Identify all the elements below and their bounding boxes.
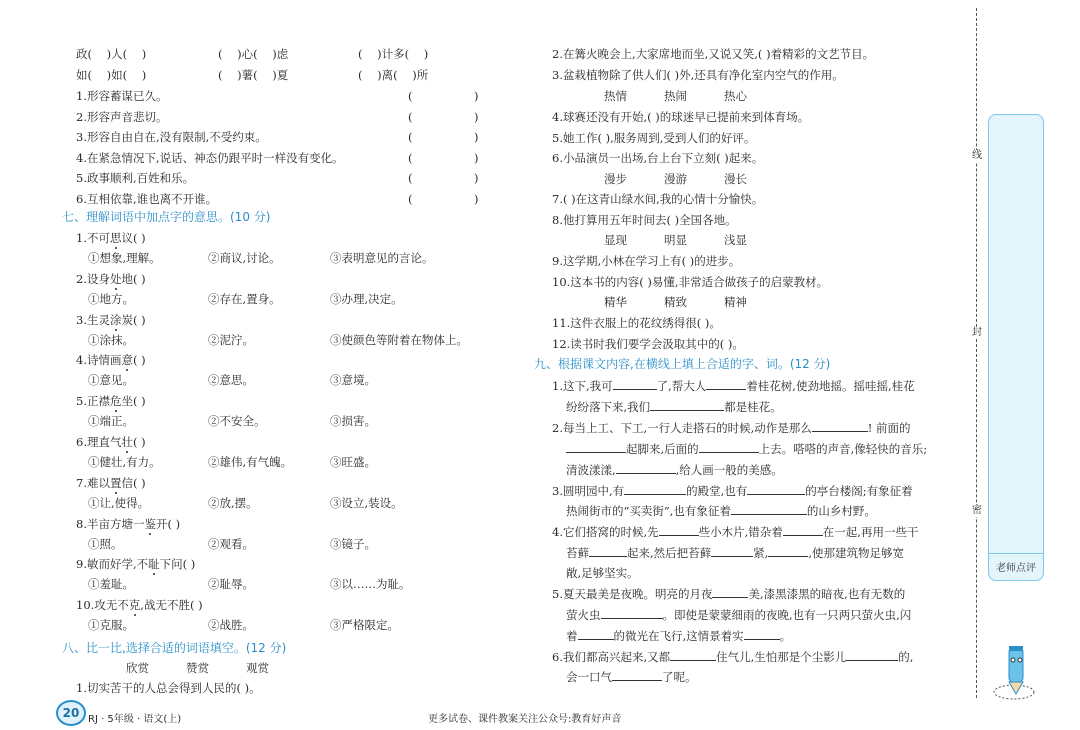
- question-8-12: 12.读书时我们要学会汲取其中的( )。: [552, 337, 744, 351]
- vocab-option: ②存在,置身。: [208, 291, 281, 306]
- page-number-badge: 20: [56, 700, 86, 726]
- question-8-1: 1.切实苦干的人总会得到人民的( )。: [76, 681, 261, 695]
- section-9-title: 九、根据课文内容,在横线上填上合适的字、词。(12 分): [534, 357, 831, 371]
- idiom-item: ( )心( )虑: [218, 47, 289, 61]
- definition-item: 5.政事顺利,百姓和乐。: [76, 171, 195, 185]
- definition-item: 1.形容蓄谋已久。: [76, 89, 168, 103]
- answer-paren-close: ): [474, 109, 479, 124]
- footer-notice: 更多试卷、课件教案关注公众号:教育好声音: [428, 714, 622, 725]
- divider: [989, 553, 1043, 554]
- question-8-6: 6.小品演员一出场,台上台下立刻( )起来。: [552, 151, 764, 165]
- idiom-item: ( )计多( ): [358, 47, 429, 61]
- word-bank-item: 精致: [664, 295, 687, 309]
- question-8-7: 7.( )在这青山绿水间,我的心情十分愉快。: [552, 192, 764, 206]
- vocab-option: ①克服。: [88, 618, 134, 633]
- word-bank-item: 热闹: [664, 89, 687, 103]
- word-bank-item: 欣赏: [126, 661, 149, 675]
- answer-paren-close: ): [474, 130, 479, 144]
- vocab-option: ③严格限定。: [330, 618, 399, 633]
- passage-5-line: 萤火虫 。即使是蒙蒙细雨的夜晚,也有一只两只萤火虫,闪: [566, 608, 912, 622]
- vocab-option: ②战胜。: [208, 618, 254, 633]
- pencil-mascot-icon: [990, 640, 1040, 702]
- dotted-char: 克: [128, 598, 141, 613]
- vocab-option: ②意思。: [208, 373, 254, 388]
- word-bank-item: 赞赏: [186, 661, 209, 675]
- word-bank: [604, 171, 747, 187]
- idiom-item: 政( )人( ): [76, 47, 147, 61]
- vocab-option: ①照。: [88, 536, 123, 551]
- passage-1-line: 纷纷落下来,我们 都是桂花。: [566, 400, 782, 414]
- idiom-item: ( )离( )所: [358, 68, 429, 82]
- passage-3-line: 热闹街市的“买卖街”,也有象征着 的山乡村野。: [566, 504, 876, 518]
- vocab-option: ①端正。: [88, 414, 134, 429]
- vocab-option: ②商议,讨论。: [208, 251, 281, 265]
- dotted-char: 处: [109, 271, 122, 286]
- vocab-question: 8.半亩方塘一鉴开( ): [76, 516, 181, 531]
- vocab-question: 7.难以置信( ): [76, 475, 146, 490]
- vocab-option: ②泥泞。: [208, 332, 254, 347]
- answer-paren-close: ): [474, 171, 479, 185]
- question-8-11: 11.这件衣服上的花纹绣得很( )。: [552, 316, 721, 330]
- vocab-option: ①意见。: [88, 373, 134, 388]
- teacher-comment-box: [988, 114, 1044, 581]
- passage-1-line: 1.这下,我可 了,帮大人 着桂花树,使劲地摇。摇哇摇,桂花: [552, 379, 915, 393]
- vocab-option: ①地方。: [88, 291, 134, 306]
- cut-label: 封: [972, 327, 982, 338]
- question-8-10: 10.这本书的内容( )易懂,非常适合做孩子的启蒙教材。: [552, 275, 829, 289]
- vocab-question: 10.攻无不克,战无不胜( ): [76, 598, 203, 613]
- word-bank-item: 显现: [604, 233, 627, 247]
- word-bank-item: 漫步: [604, 172, 627, 186]
- word-bank-item: 浅显: [724, 233, 747, 247]
- answer-paren-open: (: [408, 171, 413, 185]
- passage-6-line: 会一口气 了呢。: [566, 670, 697, 684]
- answer-paren-open: (: [408, 130, 413, 144]
- question-8-9: 9.这学期,小林在学习上有( )的进步。: [552, 254, 741, 268]
- question-8-2: 2.在篝火晚会上,大家席地而坐,又说又笑,( )着精彩的文艺节目。: [552, 47, 875, 61]
- book-label: RJ · 5年级 · 语文(上): [88, 714, 182, 725]
- definition-item: 6.互相依靠,谁也离不开谁。: [76, 191, 218, 206]
- vocab-option: ①想象,理解。: [88, 251, 161, 265]
- vocab-option: ①涂抹。: [88, 332, 134, 347]
- teacher-comment-label: 老师点评: [996, 563, 1036, 574]
- vocab-option: ③设立,装设。: [330, 495, 403, 510]
- vocab-option: ①羞耻。: [88, 577, 134, 592]
- word-bank: [126, 660, 269, 676]
- answer-paren-open: (: [408, 109, 413, 124]
- word-bank: [604, 294, 747, 310]
- vocab-question: 4.诗情画意( ): [76, 353, 146, 368]
- section-8-title: 八、比一比,选择合适的词语填空。(12 分): [62, 641, 287, 655]
- answer-paren-open: (: [408, 191, 413, 206]
- cut-label: 密: [972, 505, 982, 516]
- word-bank-item: 观赏: [246, 661, 269, 675]
- vocab-option: ③以……为耻。: [330, 577, 411, 592]
- vocab-option: ②观看。: [208, 536, 254, 551]
- word-bank-item: 精华: [604, 295, 627, 309]
- vocab-option: ②放,摆。: [208, 495, 258, 510]
- answer-paren-close: ): [474, 89, 479, 103]
- vocab-option: ②耻辱。: [208, 577, 254, 592]
- vocab-option: ③旺盛。: [330, 455, 376, 469]
- passage-6-line: 6.我们都高兴起来,又都 住气儿,生怕那是个尘影儿 的,: [552, 650, 914, 664]
- answer-paren-close: ): [474, 150, 479, 165]
- answer-paren-close: ): [474, 191, 479, 206]
- vocab-option: ③镜子。: [330, 536, 376, 551]
- word-bank-item: 热情: [604, 89, 627, 103]
- answer-paren-open: (: [408, 150, 413, 165]
- vocab-question: 1.不可思议( ): [76, 231, 146, 245]
- definition-item: 4.在紧急情况下,说话、神态仍跟平时一样没有变化。: [76, 150, 344, 165]
- passage-3-line: 3.圆明园中,有 的殿堂,也有 的亭台楼阁;有象征着: [552, 484, 913, 498]
- vocab-option: ①让,使得。: [88, 495, 150, 510]
- question-8-4: 4.球赛还没有开始,( )的球迷早已提前来到体育场。: [552, 110, 810, 124]
- vocab-option: ②不安全。: [208, 414, 266, 429]
- vocab-option: ③损害。: [330, 414, 376, 429]
- passage-5-line: 着 的微光在飞行,这情景着实 。: [566, 629, 792, 643]
- word-bank-item: 明显: [664, 233, 687, 247]
- passage-5-line: 5.夏天最美是夜晚。明亮的月夜 美,漆黑漆黑的暗夜,也有无数的: [552, 587, 906, 601]
- idiom-row-b: [76, 67, 429, 83]
- vocab-question: 3.生灵涂炭( ): [76, 312, 146, 327]
- vocab-question: 2.设身处地( ): [76, 271, 146, 286]
- vocab-question: 9.敏而好学,不耻下问( ): [76, 557, 196, 572]
- definition-item: 2.形容声音悲切。: [76, 109, 168, 124]
- word-bank-item: 精神: [724, 295, 747, 309]
- word-bank: [604, 88, 747, 104]
- section-7-title: 七、理解词语中加点字的意思。(10 分): [62, 210, 271, 224]
- dotted-char: 耻: [148, 557, 160, 572]
- idiom-item: 如( )如( ): [76, 68, 147, 82]
- vocab-option: ③表明意见的言论。: [330, 251, 434, 265]
- answer-paren-open: (: [408, 89, 413, 103]
- passage-2-line: 起脚来,后面的 上去。嗒嗒的声音,像轻快的音乐;: [566, 440, 927, 457]
- dotted-char: 意: [121, 353, 133, 368]
- passage-2-line: 清波漾漾, ,给人画一般的美感。: [566, 463, 783, 477]
- word-bank-item: 漫游: [664, 172, 687, 186]
- dotted-char: 危: [109, 394, 122, 409]
- passage-4-line: 4.它们搭窝的时候,先 些小木片,错杂着 在一起,再用一些干: [552, 525, 919, 539]
- dotted-char: 置: [109, 475, 122, 490]
- dotted-char: 涂: [109, 312, 122, 327]
- idiom-row-a: [76, 46, 429, 62]
- cut-label: 线: [972, 150, 982, 161]
- question-8-8: 8.他打算用五年时间去( )全国各地。: [552, 213, 737, 227]
- dotted-char: 思: [109, 231, 122, 245]
- vocab-option: ③意境。: [330, 373, 376, 388]
- idiom-item: ( )薯( )夏: [218, 68, 289, 82]
- word-bank-item: 漫长: [724, 172, 747, 186]
- cut-line: [976, 8, 977, 698]
- passage-4-line: 苔藓 起来,然后把苔藓 紧, ,使那建筑物足够宽: [566, 546, 904, 560]
- vocab-option: ②雄伟,有气魄。: [208, 455, 293, 469]
- vocab-question: 5.正襟危坐( ): [76, 394, 146, 409]
- vocab-option: ①健壮,有力。: [88, 455, 161, 469]
- passage-2-line: 2.每当上工、下工,一行人走搭石的时候,动作是那么 ! 前面的: [552, 421, 911, 435]
- question-8-5: 5.她工作( ),服务周到,受到人们的好评。: [552, 131, 756, 145]
- dotted-char: 鉴: [144, 516, 156, 531]
- question-8-3: 3.盆栽植物除了供人们( )外,还具有净化室内空气的作用。: [552, 68, 844, 82]
- vocab-option: ③办理,决定。: [330, 291, 403, 306]
- vocab-question: 6.理直气壮( ): [76, 435, 146, 449]
- word-bank-item: 热心: [724, 89, 747, 103]
- passage-4-line: 敞,足够坚实。: [566, 566, 639, 580]
- definition-item: 3.形容自由自在,没有限制,不受约束。: [76, 130, 267, 144]
- word-bank: [604, 232, 747, 248]
- dotted-char: 壮: [121, 435, 133, 449]
- vocab-option: ③使颜色等附着在物体上。: [330, 332, 468, 347]
